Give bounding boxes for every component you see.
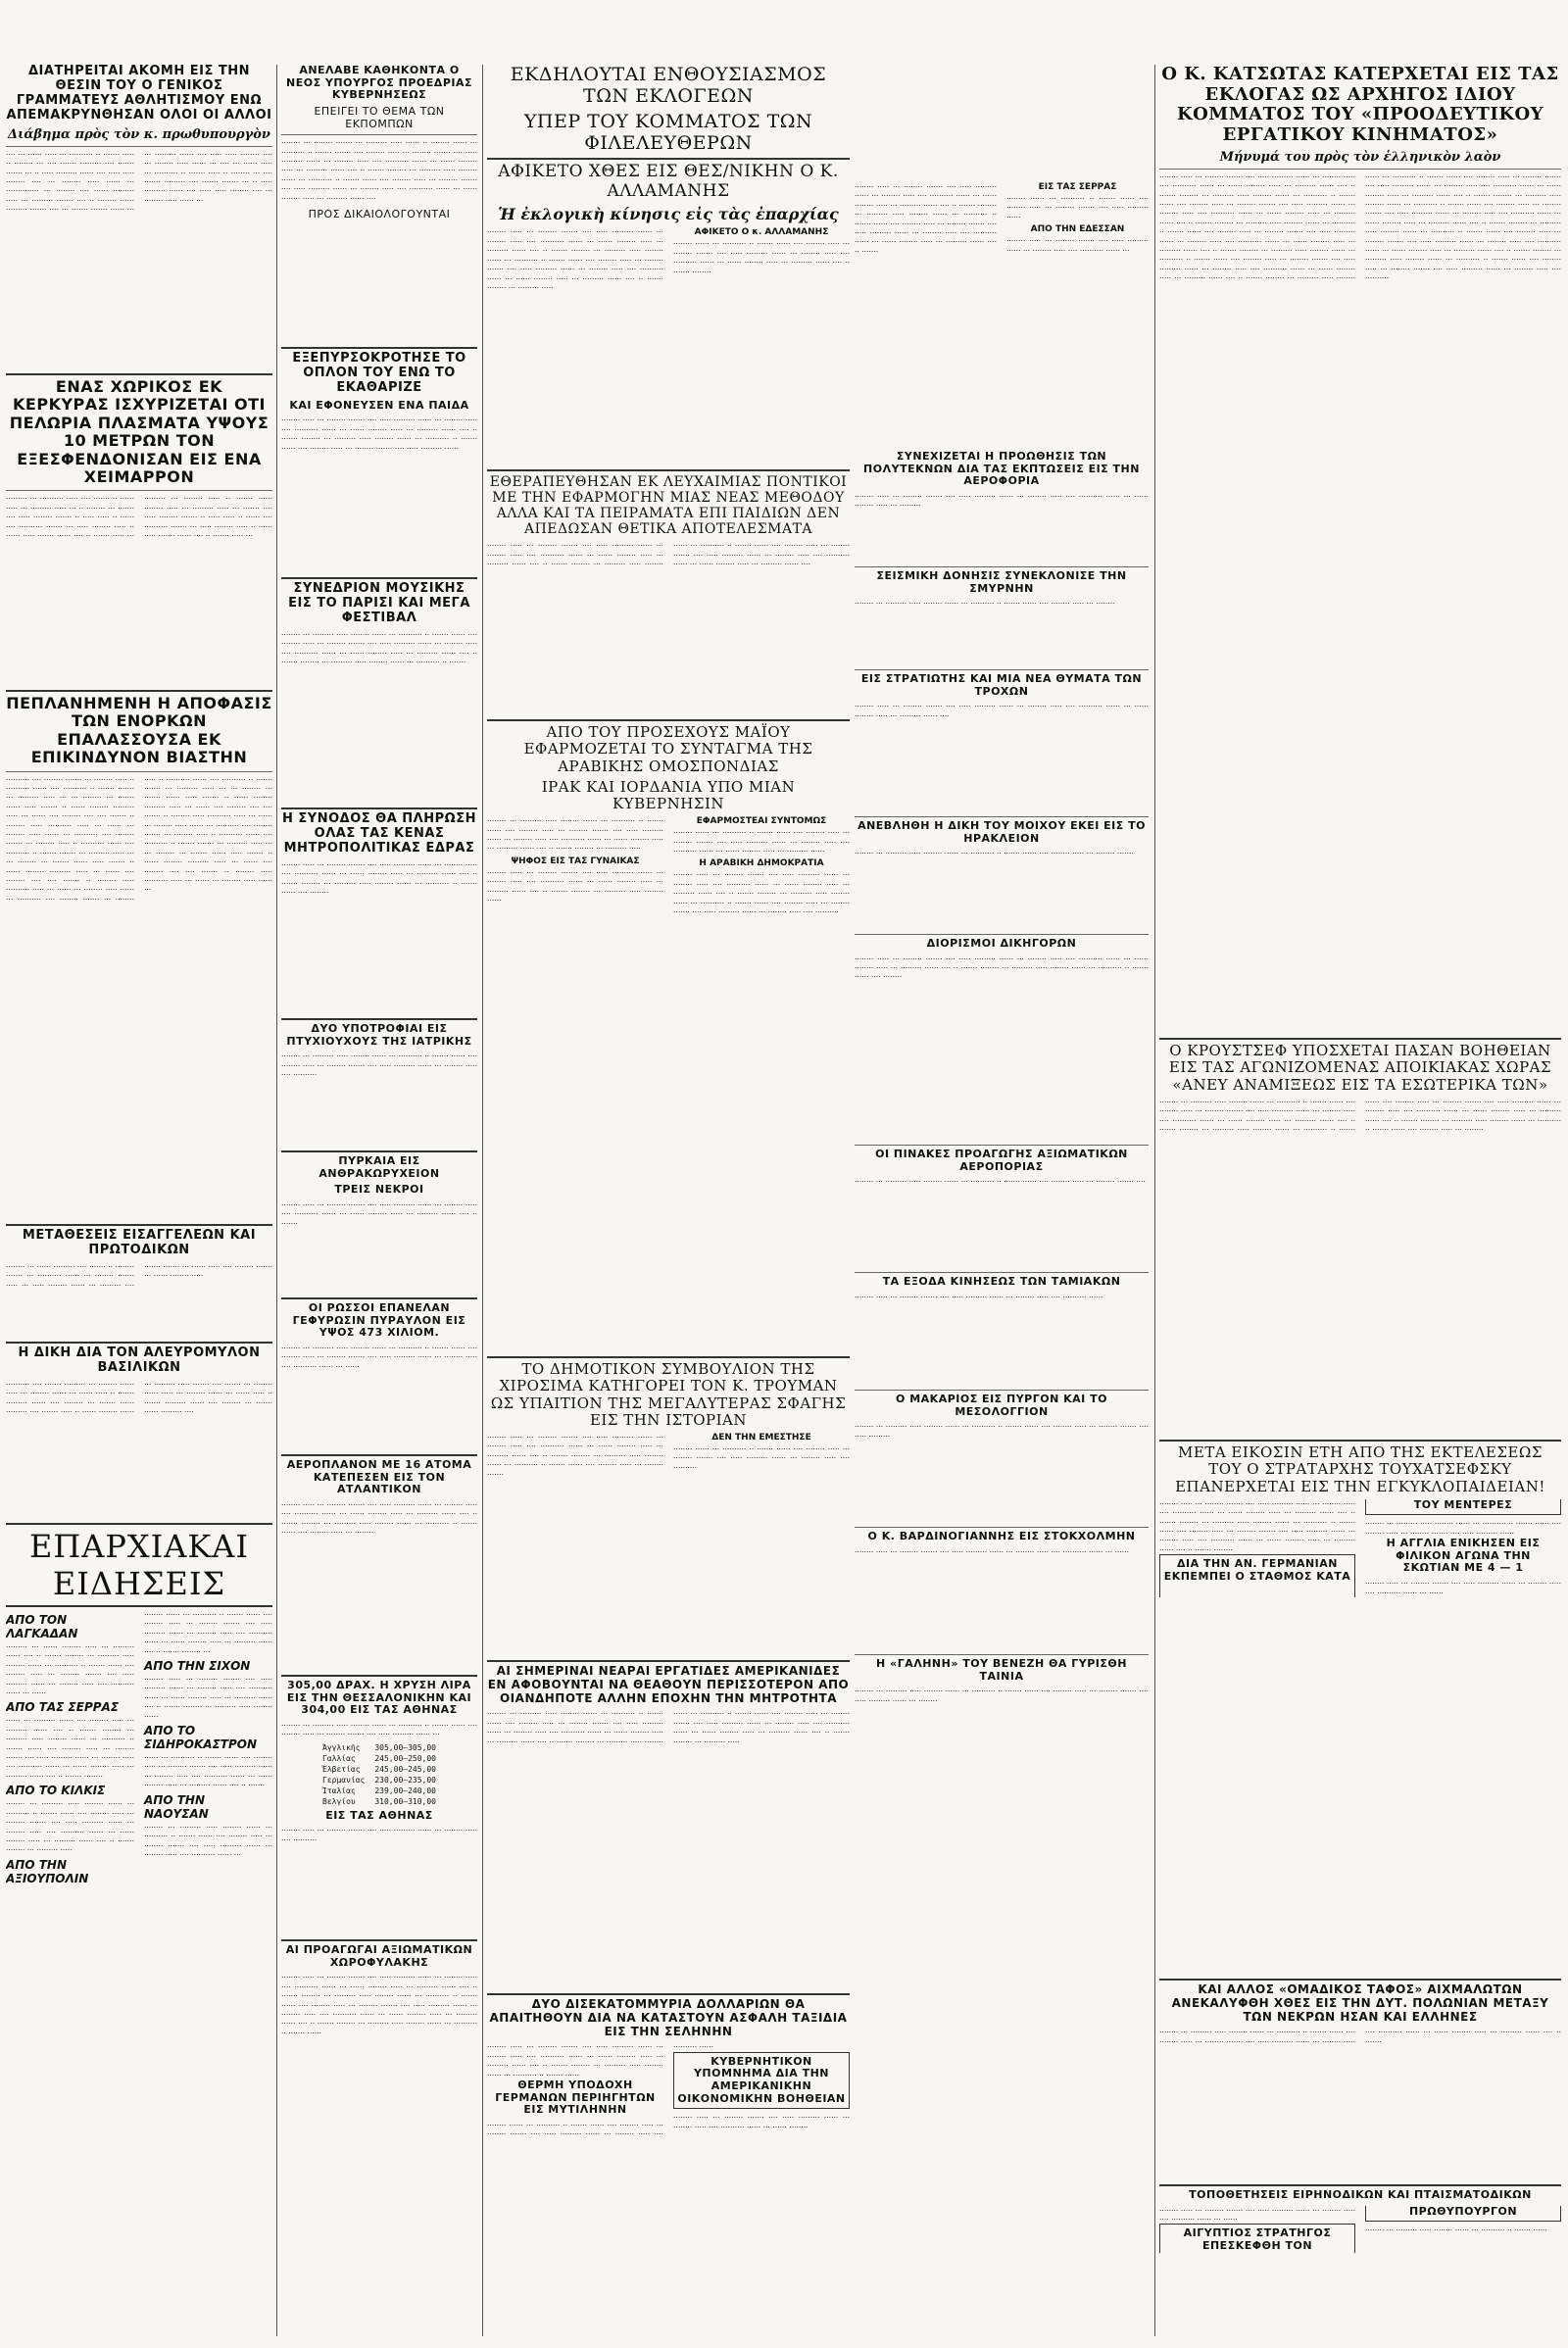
article-lawyers: ΔΙΟΡΙΣΜΟΙ ΔΙΚΗΓΟΡΩΝ ········ ····· ··· ········ ······· ···· ····· ········· ······ ··· ········ ····· ···· ·········· ······ ··· ······ ········ ····· ··· ········· ······ ···· ·· ······· ········ ··· ········· ····· ········ ······ ··· ·········· ·· ······· ······ ···· ········ bbox=[855, 931, 1149, 1132]
article-leukemia bbox=[487, 466, 850, 707]
subsection-title: ΑΠΟ ΤΗΝ ΑΞΙΟΥΠΟΛΙΝ bbox=[6, 1857, 89, 1885]
divider bbox=[855, 1654, 1149, 1655]
article-body: ········· ··· ·········· ····· ···· ······· ·· ······ ····· ··· ········· ····· ··· ·· ········ ··· ······· ···· ····· ········ ······· ·· ····· ····· ·· ······ ···· ·········· ······· ··· ····· ········ ····· ·· ······ ····· ······· ······ ···· ·· ······· ····· ··· ········· ··· ········ ····· ·· ······· ······ ········ ····· ··· ········· ····· ··· ······· ···· ····· ········ ······· ·· ····· ····· ·· ······ ···· ·········· ······· ··· ····· ········ ····· ·· ······ ····· ······· ······ ···· ·· ······· ····· ··· bbox=[6, 494, 272, 540]
headline: ΑΝΕΒΛΗΘΗ Η ΔΙΚΗ ΤΟΥ ΜΟΙΧΟΥ ΕΚΕΙ ΕΙΣ ΤΟ ΗΡΑΚΛΕΙΟΝ bbox=[858, 819, 1146, 845]
divider bbox=[6, 690, 272, 692]
subsection-title: ΑΠΟ ΤΗΝ ΝΑΟΥΣΑΝ bbox=[144, 1792, 209, 1821]
headline: ΑΙ ΠΡΟΑΓΩΓΑΙ ΑΞΙΩΜΑΤΙΚΩΝ ΧΩΡΟΦΥΛΑΚΗΣ bbox=[285, 1943, 473, 1969]
section-provincial-news bbox=[6, 1520, 272, 2336]
headline: ΟΙ ΡΩΣΣΟΙ ΕΠΑΝΕΛΑΝ ΓΕΦΥΡΩΣΙΝ ΠΥΡΑΥΛΟΝ ΕΙΣ ΥΨΟΣ 473 ΧΙΛΙΟΜ. bbox=[292, 1301, 466, 1340]
divider bbox=[855, 1527, 1149, 1528]
rate-cell: Ἰταλίας bbox=[322, 1785, 356, 1795]
article-tukhachevsky bbox=[1159, 1437, 1561, 1966]
subheadline: ΤΡΕΙΣ ΝΕΚΡΟΙ bbox=[334, 1183, 424, 1197]
column-5 bbox=[1159, 65, 1561, 2336]
divider bbox=[855, 816, 1149, 817]
divider bbox=[855, 934, 1149, 935]
rate-cell: 305,00—305,00 bbox=[374, 1742, 436, 1752]
divider bbox=[6, 1224, 272, 1226]
article-judges bbox=[1159, 2181, 1561, 2336]
article-body: ········ ··· ········· ····· ········ ······ ··· ·········· ·· ······· ······ ···· ········ ····· ··· ········ ······· ···· ····· ········· ······ ··· ········ ····· ···· ·········· ······ ··· ······ ········ ····· ··· ········· ······ ···· ·· ······· bbox=[1159, 2028, 1561, 2046]
article-american-workers bbox=[487, 1657, 850, 1981]
subsection-title: ΕΙΣ ΤΑΣ ΣΕΡΡΑΣ bbox=[1038, 182, 1117, 192]
headline: ΕΚΔΗΛΟΥΤΑΙ ΕΝΘΟΥΣΙΑΣΜΟΣ ΤΩΝ ΕΚΛΟΓΕΩΝ bbox=[510, 65, 827, 107]
article-scholarships: ΔΥΟ ΥΠΟΤΡΟΦΙΑΙ ΕΙΣ ΠΤΥΧΙΟΥΧΟΥΣ ΤΗΣ ΙΑΤΡΙΚΗΣ ········ ··· ········· ····· ········ ······ ··· ·········· ·· ······· ······ ···· ········ ····· ··· ········ ······· ···· ····· ········· ······ ··· ········ ····· ···· ·········· bbox=[281, 1015, 477, 1138]
divider bbox=[855, 1272, 1149, 1273]
headline: ΑΝΕΛΑΒΕ ΚΑΘΗΚΟΝΤΑ Ο ΝΕΟΣ ΥΠΟΥΡΓΟΣ ΠΡΟΕΔΡΙΑΣ ΚΥΒΕΡΝΗΣΕΩΣ bbox=[286, 65, 472, 102]
headline: ΔΙΑΤΗΡΕΙΤΑΙ ΑΚΟΜΗ ΕΙΣ ΤΗΝ ΘΕΣΙΝ ΤΟΥ Ο ΓΕΝΙΚΟΣ ΓΡΑΜΜΑΤΕΥΣ ΑΘΛΗΤΙΣΜΟΥ ΕΝΩ ΑΠΕΜΑΚΡΥΝΘΗΣΑΝ ΟΛΟΙ ΟΙ ΑΛΛΟΙ bbox=[6, 65, 272, 122]
rate-row bbox=[318, 1754, 440, 1763]
article-mass-grave bbox=[1159, 1976, 1561, 2172]
article-new-minister: ΑΝΕΛΑΒΕ ΚΑΘΗΚΟΝΤΑ Ο ΝΕΟΣ ΥΠΟΥΡΓΟΣ ΠΡΟΕΔΡΙΑΣ ΚΥΒΕΡΝΗΣΕΩΣ ΕΠΕΙΓΕΙ ΤΟ ΘΕΜΑ ΤΩΝ ΕΚΠΟΜΠΩΝ ········ ··· ········ ······· ··· ········· ····· ······ ·· ········ ······ ··· ·········· ·· ······· ······· ···· ········ ····· ··· ········ ······· ···· ····· ········· ······ ··· ········ ····· ···· ·········· ······ ··· ······ ········ ····· ··· ········· ······ ···· ·· ······· ········ ··· ········· ····· ········ ······ ··· ·········· ·· ······· ······ ···· ········ ····· ··· ········ ······· ···· ····· ········· ······ ··· ········ ····· ···· ·········· ······ ··· ······ ········ ····· ··· ········· ······ ···· ΠΡΟΣ ΔΙΚΑΙΟΛΟΓΟΥΝΤΑΙ bbox=[281, 65, 477, 221]
divider bbox=[6, 490, 272, 491]
column-4 bbox=[855, 451, 1149, 2336]
headline: ΔΙΟΡΙΣΜΟΙ ΔΙΚΗΓΟΡΩΝ bbox=[926, 937, 1077, 950]
article-body: ·········· ···· ········ ······· ··· ········ ····· ·· ·········· ······ ···· ·········· ·· ······· ······· ··· ········· ····· ··· ··· ········ ··· ······· ······ ····· ······· ·· ······ ········ ········· ····· ··· ······ ···· ········ ···· ···· ······· ·· ········ ····· ·········· ····· ··· ······ ··· ········ ····· ······ ··· ·········· ···· ········ ······· ··· ········ ····· ·· ·········· ······ ···· ·········· ·· ······· ······· ··· ········· ····· ··· ··· ········ ··· ······· ······ ····· ······· ·· ······ ········ ········· ····· ··· ······ ···· ········ ···· ···· ······· ·· ········ ····· ·········· ····· ··· ······ ··· ········ ····· ······ ··· ·········· ···· ········ ······· ··· ········ ····· ·· ·········· ······ ···· ·········· ·· ······· ······· ··· ········· ····· ··· ··· ········ ··· ······· ······ ····· ······· ·· ······ ········ ········· ····· ··· ······ ···· ········ ···· ···· ······· ·· ········ ····· ·········· ····· ··· ······ ··· ········ ····· ······ ··· ·········· ···· ········ ······· ··· ········ ····· ·· ·········· ······ ···· ·········· ·· ······· ······· ··· ········· ····· ··· ··· ········ ··· ······· ······ ····· ······· ·· ······ ········ ········· ····· ··· ······ ···· ········ ···· ···· ······· ·· ········ ····· ·········· ····· ··· ······ ··· ········ ····· ······ ··· bbox=[6, 774, 272, 904]
divider bbox=[487, 469, 850, 471]
rate-cell: 230,00—235,00 bbox=[374, 1775, 436, 1785]
headline: ΠΥΡΚΑΙΑ ΕΙΣ ΑΝΘΡΑΚΩΡΥΧΕΙΟΝ bbox=[318, 1154, 440, 1180]
rate-row bbox=[318, 1743, 440, 1752]
column-4-top bbox=[855, 65, 1149, 447]
subsection-title: ΔΕΝ ΤΗΝ ΕΜΕΣΤΗΣΕ bbox=[711, 1433, 811, 1443]
divider bbox=[487, 1356, 850, 1358]
subheadline: ΚΑΙ ΕΦΟΝΕΥΣΕΝ ΕΝΑ ΠΑΙΔΑ bbox=[289, 398, 469, 412]
article-large-families: ΣΥΝΕΧΙΖΕΤΑΙ Η ΠΡΟΩΘΗΣΙΣ ΤΩΝ ΠΟΛΥΤΕΚΝΩΝ ΔΙΑ ΤΑΣ ΕΚΠΤΩΣΕΙΣ ΕΙΣ ΤΗΝ ΑΕΡΟΦΟΡΙΑ ········ ····· ··· ········ ······· ···· ····· ········· ······ ··· ········ ····· ···· ·········· ······ ··· ······ ········ ····· ··· ········· bbox=[855, 451, 1149, 511]
article-gold-pound: 305,00 ΔΡΑΧ. Η ΧΡΥΣΗ ΛΙΡΑ ΕΙΣ ΤΗΝ ΘΕΣΣΑΛΟΝΙΚΗΝ ΚΑΙ 304,00 ΕΙΣ ΤΑΣ ΑΘΗΝΑΣ ········ ··· ········· ····· ········ ······ ··· ·········· ·· ······· ······ ···· ········ ····· ··· ········ ······· ···· ····· ········· ······ ··· Ἀγγλικῆς 305,00—305,00 Γαλλίας 245,00—250,00 Ἑλβετίας 245,00—245,00 Γερμανίας 230,00—235,00 Ἰταλίας 239,00—240,00 Βελγίου 310,00—310,00 ΕΙΣ ΤΑΣ ΑΘΗΝΑΣ ········ ····· ··· ········ ······· ···· ····· ········· ······ ··· ········ ····· ···· ·········· bbox=[281, 1672, 477, 1927]
subheadline: ΕΠΕΙΓΕΙ ΤΟ ΘΕΜΑ ΤΩΝ ΕΚΠΟΜΠΩΝ bbox=[314, 104, 445, 130]
column-rule bbox=[482, 65, 483, 2336]
subheadline: ΕΙΣ ΤΑΣ ΑΘΗΝΑΣ bbox=[325, 1808, 433, 1822]
article-katsotas bbox=[1159, 65, 1561, 1025]
divider bbox=[855, 566, 1149, 567]
headline: ΥΠΕΡ ΤΟΥ ΚΟΜΜΑΤΟΣ ΤΩΝ ΦΙΛΕΛΕΥΘΕΡΩΝ bbox=[523, 110, 813, 154]
subsection-title: Η ΑΡΑΒΙΚΗ ΔΗΜΟΚΡΑΤΙΑ bbox=[699, 858, 824, 869]
divider bbox=[6, 1342, 272, 1344]
subheadline: Διάβημα πρὸς τὸν κ. πρωθυπουργὸν bbox=[8, 126, 270, 142]
rate-cell: Γερμανίας bbox=[322, 1775, 366, 1785]
headline: ΣΥΝΕΧΙΖΕΤΑΙ Η ΠΡΟΩΘΗΣΙΣ ΤΩΝ ΠΟΛΥΤΕΚΝΩΝ ΔΙΑ ΤΑΣ ΕΚΠΤΩΣΕΙΣ ΕΙΣ ΤΗΝ ΑΕΡΟΦΟΡΙΑ bbox=[863, 451, 1140, 488]
article-airforce: ΟΙ ΠΙΝΑΚΕΣ ΠΡΟΑΓΩΓΗΣ ΑΞΙΩΜΑΤΙΚΩΝ ΑΕΡΟΠΟΡΙΑΣ ········ ··· ········· ····· ········ ······ ··· ·········· ·· ······· ······ ···· ········ ····· ··· ········ ······· ···· bbox=[855, 1142, 1149, 1259]
headline: Η ΑΓΓΛΙΑ ΕΝΙΚΗΣΕΝ ΕΙΣ ΦΙΛΙΚΟΝ ΑΓΩΝΑ ΤΗΝ ΣΚΩΤΙΑΝ ΜΕ 4 — 1 bbox=[1386, 1537, 1541, 1575]
subsection-title: ΑΠΟ ΤΟ ΚΙΛΚΙΣ bbox=[6, 1784, 106, 1798]
divider bbox=[1159, 1038, 1561, 1040]
article-hiroshima bbox=[487, 1353, 850, 1647]
headline: ΚΥΒΕΡΝΗΤΙΚΟΝ ΥΠΟΜΝΗΜΑ ΔΙΑ ΤΗΝ ΑΜΕΡΙΚΑΝΙΚΗΝ ΟΙΚΟΝΟΜΙΚΗΝ ΒΟΗΘΕΙΑΝ bbox=[673, 2052, 850, 2110]
article-khrushchev bbox=[1159, 1035, 1561, 1427]
rate-row bbox=[318, 1797, 440, 1806]
article-body: ···· ··· ······ ····· ··· ·········· ·· ······· ····· ·· ········ ··· ···· ······· ········· ···· ······· ······· ··· ·· ····· ········· ······ ···· ····· ····· ········ ···· ··· ········ ····· ······ ··· ·············· ··· ········ ···· ······ ········· ····· ··· ········· ······· ···· ·· ········ ······ ········· ······· ···· ··· ······· ······· ······ ··· ··· ········· ······ ···· ····· ····· ········ ···· ··· ········ ····· ······ ··· ···· ··· ······ ····· ··· ·········· ·· ······· ····· ·· ········ ··· ···· ······· ········· ···· ······· ······· ··· ·· ····· ········· ······ ···· ····· ····· ········ ···· ··· ········ ····· ······ ··· bbox=[6, 149, 272, 215]
article-soviet-rocket: ΟΙ ΡΩΣΣΟΙ ΕΠΑΝΕΛΑΝ ΓΕΦΥΡΩΣΙΝ ΠΥΡΑΥΛΟΝ ΕΙΣ ΥΨΟΣ 473 ΧΙΛΙΟΜ. ········ ··· ········· ····· ········ ······ ··· ·········· ·· ······· ······ ···· ········ ····· ··· ········ ······· ···· ····· ········· ······ ··· ········ ····· ···· ·········· ······ ··· ······ bbox=[281, 1295, 477, 1442]
column-1 bbox=[6, 65, 272, 2336]
headline: Ο Κ. ΚΑΤΣΩΤΑΣ ΚΑΤΕΡΧΕΤΑΙ ΕΙΣ ΤΑΣ ΕΚΛΟΓΑΣ ΩΣ ΑΡΧΗΓΟΣ ΙΔΙΟΥ ΚΟΜΜΑΤΟΣ ΤΟΥ «ΠΡΟΟΔΕΥΤΙΚΟΥ ΕΡΓΑΤΙΚΟΥ ΚΙΝΗΜΑΤΟΣ» bbox=[1161, 65, 1559, 146]
divider bbox=[487, 1993, 850, 1995]
article-body: ········ ····· ··· ········ ······· ···· ····· ········· ······ ··· ········ ····· ···· ·········· ······ ··· ······ ········ ····· ··· ········· ······ ···· ·· ······· ········ ··· ········· ····· ········ ······ ··· ·········· ·· ······· ······ ···· ········ ····· ··· ········ ······· ···· ····· ········· ······ ··· ········ ····· ···· ·········· ······ ··· ······ ········ ····· ··· ········· ······ ···· ·· ······· ········ ··· ········· ····· ········ ······ ··· ·········· ·· ······· ······ ···· ········ ····· ··· ········ ······· ···· ····· ········· ······ ··· ········ ····· ···· ·········· ······ ··· ······ ········ ····· ··· ········· ······ ···· ·· ······· ········ ··· ········· ····· ········ ······ ··· ·········· ·· ······· ······ ···· ········ ····· ··· ········ ······· ···· ····· ········· ······ ··· ········ ····· ···· ·········· ······ ··· ······ ········ ····· ··· ········· ······ ···· ·· ······· ········ ··· ········· ····· ········ ······ ··· ·········· ·· ······· ······ ···· ········ ····· ··· ········ ······· ···· ····· ········· ······ ··· ········ ····· ···· ·········· ······ ··· ······ ········ ····· ··· ········· ······ ···· ·· ······· ········ ··· ········· ····· ········ ······ ··· ·········· ·· ······· ······ ···· ········ ····· ··· ········ ······· ···· ····· ········· ······ ··· ········ ····· ···· ·········· ······ ··· ······ ········ ····· ··· ········· ······ ···· ·· ······· ········ ··· ········· ····· ········ ······ ··· ·········· ·· ······· ······ ···· ········ ····· ··· ········ ······· ···· ····· ········· ······ ··· ········ ····· ···· ·········· ······ ··· ······ ········ ····· ··· ········· ······ ···· ·· ······· ········ ··· ········· ····· ········ ······ ··· ·········· ·· ······· ······ ···· ········ ····· ··· ········ ······· ···· ····· ········· ······ ··· ········ ····· ···· ·········· bbox=[1159, 171, 1561, 283]
article-arab-federation bbox=[487, 716, 850, 1344]
rate-cell: 239,00—240,00 bbox=[374, 1785, 436, 1795]
article-body: ········ ····· ··· ········ ······· ···· ····· ········· ······ ··· ········ ····· ···· ·········· ······ ··· ······ ········ ····· ··· ········· ······ ···· ·· ······· ········ ··· ········· ····· ········ ······ ··· ·········· ·· ······· ······ ···· ········ ····· ··· ········ ······· ···· ····· ········· ······ ··· ········ ····· ···· ·········· ······ ··· ······ ········ ····· ··· ········· ······ ···· ·· ······· ········ ··· ········· ····· ΑΦΙΚΕΤΟ Ο κ. ΑΛΛΑΜΑΝΗΣ ········ ······ ··· ·········· ·· ······· ······ ···· ········ ····· ··· ········ ······· ···· ····· ········· ······ ··· ········ ····· ···· ·········· ······ ··· ······ ········ ····· ··· ········· ······ ···· ·· ······· ········ bbox=[487, 227, 850, 292]
divider bbox=[487, 158, 850, 160]
rate-cell: Γαλλίας bbox=[322, 1753, 356, 1763]
divider bbox=[281, 1150, 477, 1152]
divider bbox=[1159, 1440, 1561, 1442]
column-2 bbox=[281, 65, 477, 2336]
article-makarios: Ο ΜΑΚΑΡΙΟΣ ΕΙΣ ΠΥΡΓΟΝ ΚΑΙ ΤΟ ΜΕΣΟΛΟΓΓΙΟΝ ········ ··· ········· ····· ········ ······ ··· ·········· ·· ······· ······ ···· ········ ····· ··· ········ ······· ···· ····· ········· bbox=[855, 1387, 1149, 1514]
rate-cell: 245,00—245,00 bbox=[374, 1764, 436, 1774]
article-treasury: ΤΑ ΕΞΟΔΑ ΚΙΝΗΣΕΩΣ ΤΩΝ ΤΑΜΙΑΚΩΝ ········ ····· ··· ········ ······· ···· ····· ········· ······ ··· ········ ····· ···· ·········· ······ bbox=[855, 1269, 1149, 1377]
column-3 bbox=[487, 65, 850, 2336]
rate-cell: Ἀγγλικῆς bbox=[322, 1742, 361, 1752]
article-body: ········ ····· ··· ········ ······· ···· ····· ········· ······ ··· ········ ····· ···· ·········· ······ ··· ······ ········ ····· ··· ········· ······ ···· ·· ······· ········ ··· ········· ····· ········ ······ ··· ·········· ·· ······· ······ ···· ········ ····· ··· ········ ······· ΔΕΝ ΤΗΝ ΕΜΕΣΤΗΣΕ ········ ······ ··· ·········· ·· ······· ······ ···· ········ ····· ··· ········ ······· ···· ····· ········· ······ ··· ········ ····· ···· ·········· bbox=[487, 1433, 850, 1479]
rate-row bbox=[318, 1765, 440, 1774]
rate-cell: 310,00—310,00 bbox=[374, 1796, 436, 1806]
article-jurors bbox=[6, 687, 272, 1211]
divider bbox=[487, 719, 850, 721]
article-mill bbox=[6, 1339, 272, 1510]
column-rule bbox=[1154, 65, 1155, 2336]
article-traffic: ΕΙΣ ΣΤΡΑΤΙΩΤΗΣ ΚΑΙ ΜΙΑ ΝΕΑ ΘΥΜΑΤΑ ΤΩΝ ΤΡΟΧΩΝ ········ ····· ··· ········ ······· ···· ····· ········· ······ ··· ········ ····· ···· ·········· ······ ··· ······ ········ ····· ··· ········· ······ ···· bbox=[855, 666, 1149, 804]
article-body: ········ ··· ········· ····· ········ ······ ··· ·········· ·· ······· ······ ···· ········ ····· ··· ········ ······· ···· ····· ········· ······ ··· ········ ····· ···· ·········· ······ ··· ······ ········ ····· ··· ········· ······ ···· ·· ······· ········ ··· ········· ····· ········ ······ ··· ·········· ·· ······· ······ ···· ········ ····· ··· ········ ······· ···· ····· ········· ······ ··· ········ ····· ···· ·········· ······ ··· ······ ········ ····· ··· ········· ······ ···· ·· ······· ········ ··· ········· ····· bbox=[487, 1709, 850, 1746]
article-mine-fire: ΠΥΡΚΑΙΑ ΕΙΣ ΑΝΘΡΑΚΩΡΥΧΕΙΟΝ ΤΡΕΙΣ ΝΕΚΡΟΙ ········ ····· ··· ········ ······· ···· ····· ········· ······ ··· ········ ····· ···· ·········· ······ ··· ······ ········ ····· ··· ········· ······ ···· ·· ······· bbox=[281, 1148, 477, 1285]
subsection-title: ΑΠΟ ΤΑΣ ΣΕΡΡΑΣ bbox=[6, 1700, 120, 1715]
headline: ΔΥΟ ΔΙΣΕΚΑΤΟΜΜΥΡΙΑ ΔΟΛΛΑΡΙΩΝ ΘΑ ΑΠΑΙΤΗΘΟΥΝ ΔΙΑ ΝΑ ΚΑΤΑΣΤΟΥΝ ΑΣΦΑΛΗ ΤΑΞΙΔΙΑ ΕΙΣ ΤΗΝ ΣΕΛΗΝΗΝ bbox=[489, 1997, 848, 2038]
rate-row bbox=[318, 1776, 440, 1785]
headline: ΣΕΙΣΜΙΚΗ ΔΟΝΗΣΙΣ ΣΥΝΕΚΛΟΝΙΣΕ ΤΗΝ ΣΜΥΡΝΗΝ bbox=[876, 569, 1127, 595]
article-body: ········ ··· ········· ····· ········ ······ ··· ·········· ·· ······· ······ ···· ········ ····· ··· ········ ······· ···· ····· ········· ······ ··· ········ ····· ···· ·········· ······ ··· ······ ········ ····· ··· ········· ······ ···· ·· ······· ········ ··· ········· ····· ΨΗΦΟΣ ΕΙΣ ΤΑΣ ΓΥΝΑΙΚΑΣ ········ ····· ··· ········ ······· ···· ····· ········· ······ ··· ········ ····· ···· ·········· ······ ··· ······ ········ ····· ··· ········· ······ ···· ·· ······· ········ ··· ········· ····· ········ ······ ΕΦΑΡΜΟΣΤΕΑΙ ΣΥΝΤΟΜΩΣ ········ ······ ··· ·········· ·· ······· ······ ···· ········ ····· ··· ········ ······· ···· ····· ········· ······ ··· ········ ····· ···· ·········· ······ ··· ······ ········ ····· ··· ········· ······ Η ΑΡΑΒΙΚΗ ΔΗΜΟΚΡΑΤΙΑ ········ ····· ··· ········ ······· ···· ····· ········· ······ ··· ········ ····· ···· ·········· ······ ··· ······ ········ ····· ··· ········· ······ ···· ·· ······· ········ ··· ········· ····· ········ ······ ··· ·········· ·· ······· ······ ···· ········ ····· ··· ········ ······· ···· ····· ········· ······ ··· ········ ····· ···· ·········· bbox=[487, 816, 850, 917]
headline: ΑΦΙΚΕΤΟ ΧΘΕΣ ΕΙΣ ΘΕΣ/ΝΙΚΗΝ Ο Κ. ΑΛΛΑΜΑΝΗΣ bbox=[498, 162, 839, 201]
subsection-title: ΨΗΦΟΣ ΕΙΣ ΤΑΣ ΓΥΝΑΙΚΑΣ bbox=[511, 856, 640, 866]
headline: ΤΟΠΟΘΕΤΗΣΕΙΣ ΕΙΡΗΝΟΔΙΚΩΝ ΚΑΙ ΠΤΑΙΣΜΑΤΟΔΙΚΩΝ bbox=[1189, 2188, 1532, 2201]
article-body: ·········· ···· ······· ········· ··· ········ ······ ····· ··· ········ ······ ··· ······ ····· ·· ······· ········· ······ ···· ········ ··· ······· ······ ········· ···· ······· ····· ·· ······ ········ ······ ··· ········· ····· ······· ···· ······· ··· ········ ······ ····· ··· ········ ······ ··· ······ ····· ·· ······· ········· ······ ···· ········ ··· ······· ······ ········· ···· bbox=[6, 1379, 272, 1417]
headline: ΜΕΤΑΘΕΣΕΙΣ ΕΙΣΑΓΓΕΛΕΩΝ ΚΑΙ ΠΡΩΤΟΔΙΚΩΝ bbox=[22, 1228, 257, 1257]
subheadline: Ἡ ἐκλογικὴ κίνησις εἰς τὰς ἐπαρχίας bbox=[498, 205, 839, 224]
headline: ΠΕΠΛΑΝΗΜΕΝΗ Η ΑΠΟΦΑΣΙΣ ΤΩΝ ΕΝΟΡΚΩΝ ΕΠΑΛΑΣΣΟΥΣΑ ΕΚ ΕΠΙΚΙΝΔΥΝΟΝ ΒΙΑΣΤΗΝ bbox=[6, 694, 272, 767]
article-body: ········ ····· ··· ········ ······· ···· ····· ········· ······ ··· ········ ····· ···· ·········· ······ ··· ······ ΑΙΓΥΠΤΙΟΣ ΣΤΡΑΤΗΓΟΣ ΕΠΕΣΚΕΦΘΗ ΤΟΝ ΠΡΩΘΥΠΟΥΡΓΟΝ ········ ··· ········· ····· ········ ······ ··· ·········· ·· ······· ······ bbox=[1159, 2206, 1561, 2328]
article-music-congress: ΣΥΝΕΔΡΙΟΝ ΜΟΥΣΙΚΗΣ ΕΙΣ ΤΟ ΠΑΡΙΣΙ ΚΑΙ ΜΕΓΑ ΦΕΣΤΙΒΑΛ ········ ··· ········· ····· ········ ······ ··· ·········· ·· ······· ······ ···· ········ ····· ··· ········ ······· ···· ····· ········· ······ ··· ········ ····· ···· ·········· ······ ··· ······ ········ ····· ··· ········· ······ ···· ·· ······· ········ ··· ········· ····· ········ ······ ··· ·········· ·· ······· bbox=[281, 574, 477, 795]
article-stockholm: Ο Κ. ΒΑΡΔΙΝΟΓΙΑΝΝΗΣ ΕΙΣ ΣΤΟΚΧΟΛΜΗΝ ········ ····· ··· ········ ······· ···· ····· ········· ······ ··· ········ ····· ···· ·········· ······ ··· ······ bbox=[855, 1524, 1149, 1641]
divider bbox=[6, 146, 272, 147]
article-plane-crash: ΑΕΡΟΠΛΑΝΟΝ ΜΕ 16 ΑΤΟΜΑ ΚΑΤΕΠΕΣΕΝ ΕΙΣ ΤΟΝ ΑΤΛΑΝΤΙΚΟΝ ········ ····· ··· ········ ······· ···· ····· ········· ······ ··· ········ ····· ···· ·········· ······ ··· ······ ········ ····· ··· ········· ······ ···· ·· ······· ········ ··· ········· ····· ········ ······ ··· ·········· ·· ······· ······ ···· ········ ····· ··· ········ bbox=[281, 1451, 477, 1662]
headline: ΔΥΟ ΥΠΟΤΡΟΦΙΑΙ ΕΙΣ ΠΤΥΧΙΟΥΧΟΥΣ ΤΗΣ ΙΑΤΡΙΚΗΣ bbox=[286, 1022, 472, 1048]
article-trial-postponed: ΑΝΕΒΛΗΘΗ Η ΔΙΚΗ ΤΟΥ ΜΟΙΧΟΥ ΕΚΕΙ ΕΙΣ ΤΟ ΗΡΑΚΛΕΙΟΝ ········ ··· ········· ····· ········ ······ ··· ·········· ·· ······· ······ ···· ········ ····· ··· ········ ······· bbox=[855, 813, 1149, 921]
divider bbox=[6, 1605, 272, 1607]
section-title: ΕΠΑΡΧΙΑΚΑΙ ΕΙΔΗΣΕΙΣ bbox=[28, 1528, 250, 1602]
divider bbox=[1159, 169, 1561, 170]
rate-row bbox=[318, 1786, 440, 1795]
article-earthquake: ΣΕΙΣΜΙΚΗ ΔΟΝΗΣΙΣ ΣΥΝΕΚΛΟΝΙΣΕ ΤΗΝ ΣΜΥΡΝΗΝ ········ ··· ········· ····· ········ ······ ··· ·········· ·· ······· ······ ···· ········ ····· ··· ········ bbox=[855, 563, 1149, 657]
divider bbox=[1159, 1979, 1561, 1981]
divider bbox=[6, 1523, 272, 1525]
headline: ΤΑ ΕΞΟΔΑ ΚΙΝΗΣΕΩΣ ΤΩΝ ΤΑΜΙΑΚΩΝ bbox=[882, 1275, 1121, 1288]
headline: Ο Κ. ΒΑΡΔΙΝΟΓΙΑΝΝΗΣ ΕΙΣ ΣΤΟΚΧΟΛΜΗΝ bbox=[867, 1530, 1136, 1542]
headline: ΣΥΝΕΔΡΙΟΝ ΜΟΥΣΙΚΗΣ ΕΙΣ ΤΟ ΠΑΡΙΣΙ ΚΑΙ ΜΕΓΑ ΦΕΣΤΙΒΑΛ bbox=[288, 581, 470, 625]
article-body: ········ ····· ··· ········ ······· ···· ····· ········· ······ ··· ········ ····· ···· ·········· ······ ··· ······ ········ ····· ··· ········· ······ ···· ·· ······· ········ ··· ········· ····· ········ ······ ··· ·········· ·· ······· ······ ···· ········ ····· ··· ········ ······· ···· ····· ········· ······ ··· ········ ····· ···· ·········· ······ ··· ······ ········ ····· ··· ········· ······ ···· ·· ······· ΕΙΣ ΤΑΣ ΣΕΡΡΑΣ ········ ······ ··· ·········· ·· ······· ······ ···· ········ ····· ··· ········ ······· ···· ····· ········· ······ ΑΠΟ ΤΗΝ ΕΔΕΣΣΑΝ ········ ····· ··· ········ ······· ···· ····· ········· ······ ··· ········ ····· ···· ·········· ······ ··· bbox=[855, 182, 1149, 256]
headline: ΕΝΑΣ ΧΩΡΙΚΟΣ ΕΚ ΚΕΡΚΥΡΑΣ ΙΣΧΥΡΙΖΕΤΑΙ ΟΤΙ ΠΕΛΩΡΙΑ ΠΛΑΣΜΑΤΑ ΥΨΟΥΣ 10 ΜΕΤΡΩΝ ΤΟΝ ΕΞΕΣΦΕΝΔΟΝΙΣΑΝ ΕΙΣ ΕΝΑ ΧΕΙΜΑΡΡΟΝ bbox=[9, 377, 270, 486]
column-rule bbox=[276, 65, 277, 2336]
headline: ΑΕΡΟΠΛΑΝΟΝ ΜΕ 16 ΑΤΟΜΑ ΚΑΤΕΠΕΣΕΝ ΕΙΣ ΤΟΝ ΑΤΛΑΝΤΙΚΟΝ bbox=[286, 1458, 472, 1496]
headline: ΔΙΑ ΤΗΝ ΑΝ. ΓΕΡΜΑΝΙΑΝ ΕΚΠΕΜΠΕΙ Ο ΣΤΑΘΜΟΣ ΚΑΤΑ ΤΟΥ ΜΕΝΤΕΡΕΣ bbox=[1159, 1499, 1561, 1597]
headline: ΕΙΣ ΣΤΡΑΤΙΩΤΗΣ ΚΑΙ ΜΙΑ ΝΕΑ ΘΥΜΑΤΑ ΤΩΝ ΤΡΟΧΩΝ bbox=[860, 672, 1143, 698]
article-body: ········ ··· ······ ········· ···· ······· ·· ········ ······· ··· ·········· ······ ··· ········ ······· ····· ··· ····· ········ ······ ··· ········· ···· ······· ······· ··· ······ ····· ···· ········ ······· ··· ······ ········ ····· bbox=[6, 1261, 272, 1290]
subsection-title: ΑΦΙΚΕΤΟ Ο κ. ΑΛΛΑΜΑΝΗΣ bbox=[694, 227, 829, 238]
divider bbox=[6, 771, 272, 772]
article-gendarmerie-promotions: ΑΙ ΠΡΟΑΓΩΓΑΙ ΑΞΙΩΜΑΤΙΚΩΝ ΧΩΡΟΦΥΛΑΚΗΣ ········ ····· ··· ········ ······· ···· ····· ········· ······ ··· ········ ····· ···· ·········· ······ ··· ······ ········ ····· ··· ········· ······ ···· ·· ······· ········ ··· ········· ····· ········ ······ ··· ·········· ·· ······· ······ ···· ········ ····· ··· ········ ······· ···· ····· ········· ······ ··· ········ ····· ···· ·········· ······ ··· ······ ········ ····· ··· ········· ······ ···· ·· ······· ········ ··· ········· ····· ········ ······ ··· ·········· ·· ······· ······ bbox=[281, 1936, 477, 2336]
headline: ΕΞΕΠΥΡΣΟΚΡΟΤΗΣΕ ΤΟ ΟΠΛΟΝ ΤΟΥ ΕΝΩ ΤΟ ΕΚΑΘΑΡΙΖΕ bbox=[292, 351, 466, 395]
headline: Ο ΚΡΟΥΣΤΣΕΦ ΥΠΟΣΧΕΤΑΙ ΠΑΣΑΝ ΒΟΗΘΕΙΑΝ ΕΙΣ ΤΑΣ ΑΓΩΝΙΖΟΜΕΝΑΣ ΑΠΟΙΚΙΑΚΑΣ ΧΩΡΑΣ «ΑΝΕΥ ΑΝΑΜΙΞΕΩΣ ΕΙΣ ΤΑ ΕΣΩΤΕΡΙΚΑ ΤΩΝ» bbox=[1168, 1042, 1552, 1094]
subheadline: ΠΡΟΣ ΔΙΚΑΙΟΛΟΓΟΥΝΤΑΙ bbox=[308, 208, 451, 221]
article-kerkyra bbox=[6, 370, 272, 674]
divider bbox=[281, 347, 477, 349]
headline: ΕΘΕΡΑΠΕΥΘΗΣΑΝ ΕΚ ΛΕΥΧΑΙΜΙΑΣ ΠΟΝΤΙΚΟΙ ΜΕ ΤΗΝ ΕΦΑΡΜΟΓΗΝ ΜΙΑΣ ΝΕΑΣ ΜΕΘΟΔΟΥ ΑΛΛΑ ΚΑΙ ΤΑ ΠΕΙΡΑΜΑΤΑ ΕΠΙ ΠΑΙΔΙΩΝ ΔΕΝ ΑΠΕΔΩΣΑΝ ΘΕΤΙΚΑ ΑΠΟΤΕΛΕΣΜΑΤΑ bbox=[489, 474, 848, 538]
divider bbox=[281, 134, 477, 135]
currency-rates-table bbox=[317, 1741, 442, 1808]
subsection-title: ΕΦΑΡΜΟΣΤΕΑΙ ΣΥΝΤΟΜΩΣ bbox=[696, 816, 827, 827]
divider bbox=[487, 1660, 850, 1662]
article-galini-film: Η «ΓΑΛΗΝΗ» ΤΟΥ ΒΕΝΕΖΗ ΘΑ ΓΥΡΙΣΘΗ ΤΑΙΝΙΑ ········ ··· ········· ····· ········ ······ ··· ·········· ·· ······· ······ ···· ········ ····· ··· ········ ······· ···· ····· ········· ······ ··· ········ bbox=[855, 1651, 1149, 1793]
article-body: ········ ··· ········· ····· ········ ······ ··· ·········· ·· ······· ······ ···· ········ ····· ··· ········ ······· ···· ····· ········· ······ ··· ········ ····· ···· ·········· ······ ··· ······ ········ ····· ··· ········· ······ ···· ·· ······· ········ ··· ········· ····· ········ ······ ··· ·········· ·· ······· ······ ···· ········ ····· ··· ········ ······· ···· ····· ········· ······ ··· ········ ····· ···· ·········· ······ ··· ······ ········ ····· ··· ········· ······ ···· ·· ······· ········ ··· ········· ····· ········ ······ ··· ·········· ·· ······· ······ ···· ········ ····· ··· ········ bbox=[1159, 1097, 1561, 1134]
rate-cell: Βελγίου bbox=[322, 1796, 356, 1806]
article-body: ········ ····· ··· ········ ······· ···· ····· ········· ······ ··· ········ ····· ···· ·········· ······ ··· ······ ········ ····· ··· ········· ······ ···· ·· ······· ········ ··· ········· ····· ········ ······ ··· ·········· ·· ······· ······ ···· ········ ····· ··· ········ ······· ···· ····· ········· ······ ··· ········ ····· ···· ·········· ······ ··· ······ ········ ····· ··· ········· ······ ···· ·· ······· ········ ΔΙΑ ΤΗΝ ΑΝ. ΓΕΡΜΑΝΙΑΝ ΕΚΠΕΜΠΕΙ Ο ΣΤΑΘΜΟΣ ΚΑΤΑ ΤΟΥ ΜΕΝΤΕΡΕΣ ········ ··· ········· ····· ········ ······ ··· ·········· ·· ······· ······ ···· ········ ····· ··· ········ ······· ···· ····· ········· ······ Η ΑΓΓΛΙΑ ΕΝΙΚΗΣΕΝ ΕΙΣ ΦΙΛΙΚΟΝ ΑΓΩΝΑ ΤΗΝ ΣΚΩΤΙΑΝ ΜΕ 4 — 1 ········ ····· ··· ········ ······· ···· ····· ········· ······ ··· ········ ····· ···· ·········· ······ ··· ······ bbox=[1159, 1497, 1561, 1597]
headline: ΟΙ ΠΙΝΑΚΕΣ ΠΡΟΑΓΩΓΗΣ ΑΞΙΩΜΑΤΙΚΩΝ ΑΕΡΟΠΟΡΙΑΣ bbox=[875, 1148, 1128, 1173]
headline: 305,00 ΔΡΑΧ. Η ΧΡΥΣΗ ΛΙΡΑ ΕΙΣ ΤΗΝ ΘΕΣΣΑΛΟΝΙΚΗΝ ΚΑΙ 304,00 ΕΙΣ ΤΑΣ ΑΘΗΝΑΣ bbox=[286, 1679, 472, 1717]
article-prosecutors bbox=[6, 1221, 272, 1329]
divider bbox=[855, 669, 1149, 670]
headline: ΑΠΟ ΤΟΥ ΠΡΟΣΕΧΟΥΣ ΜΑΪΟΥ ΕΦΑΡΜΟΖΕΤΑΙ ΤΟ ΣΥΝΤΑΓΜΑ ΤΗΣ ΑΡΑΒΙΚΗΣ ΟΜΟΣΠΟΝΔΙΑΣ bbox=[523, 723, 813, 775]
divider bbox=[281, 577, 477, 579]
spacer bbox=[855, 65, 1149, 182]
article-synod: Η ΣΥΝΟΔΟΣ ΘΑ ΠΛΗΡΩΣΗ ΟΛΑΣ ΤΑΣ ΚΕΝΑΣ ΜΗΤΡΟΠΟΛΙΤΙΚΑΣ ΕΔΡΑΣ ········ ····· ··· ········ ······· ···· ····· ········· ······ ··· ········ ····· ···· ·········· ······ ··· ······ ········ ····· ··· ········· ······ ···· ·· ······· ········ ··· ········· ····· ········ ······ ··· ·········· ·· ······· ······ ···· ········ bbox=[281, 805, 477, 1005]
subsection-title: ΑΠΟ ΤΗΝ ΣΙΧΟΝ bbox=[144, 1659, 251, 1674]
divider bbox=[1159, 2184, 1561, 2186]
article-athletics bbox=[6, 65, 272, 359]
article-body: ········ ····· ··· ········ ······· ···· ····· ········· ······ ··· ········ ····· ···· ·········· ······ ··· ······ ········ ····· ··· ········· ······ ···· ·· ······· ········ ··· ········· ····· ········ ······ ··· ·········· ·· ······· ······ ···· ········ ····· ··· ········ ······· ···· ····· ········· ······ ··· ········ ····· ···· ·········· ······ ··· ······ ········ ····· ··· ········· ······ ···· bbox=[487, 541, 850, 569]
headline: ΑΙ ΣΗΜΕΡΙΝΑΙ ΝΕΑΡΑΙ ΕΡΓΑΤΙΔΕΣ ΑΜΕΡΙΚΑΝΙΔΕΣ ΕΝ ΑΦΟΒΟΥΝΤΑΙ ΝΑ ΘΕΑΘΟΥΝ ΠΕΡΙΣΣΟΤΕΡΟΝ ΑΠΟ ΟΙΑΝΔΗΠΟΤΕ ΑΛΛΗΝ ΕΠΟΧΗΝ ΤΗΝ ΜΗΤΡΟΤΗΤΑ bbox=[487, 1664, 850, 1705]
article-body: ········ ····· ··· ········ ······· ···· ····· ········· ······ ··· ········ ····· ···· ·········· ······ ··· ······ ········ ····· ··· ········· ······ ···· ·· ······· ········ ··· ········· ····· ········ ······ ··· ·········· ·· ······· ······ ΘΕΡΜΗ ΥΠΟΔΟΧΗ ΓΕΡΜΑΝΩΝ ΠΕΡΙΗΓΗΤΩΝ ΕΙΣ ΜΥΤΙΛΗΝΗΝ ········ ······ ··· ·········· ·· ······· ······ ···· ········ ····· ··· ········ ······· ···· ····· ········· ······ ··· ········ ····· ···· ·········· ······ ΚΥΒΕΡΝΗΤΙΚΟΝ ΥΠΟΜΝΗΜΑ ΔΙΑ ΤΗΝ ΑΜΕΡΙΚΑΝΙΚΗΝ ΟΙΚΟΝΟΜΙΚΗΝ ΒΟΗΘΕΙΑΝ ········ ····· ··· ········ ······· ···· ····· ········· ······ ··· ········ ····· ···· ·········· ······ ··· ······ ········ bbox=[487, 2042, 850, 2139]
headline: Ο ΜΑΚΑΡΙΟΣ ΕΙΣ ΠΥΡΓΟΝ ΚΑΙ ΤΟ ΜΕΣΟΛΟΓΓΙΟΝ bbox=[896, 1393, 1107, 1418]
article-moon-travel bbox=[487, 1990, 850, 2336]
divider bbox=[281, 1675, 477, 1677]
article-gun-accident: ΕΞΕΠΥΡΣΟΚΡΟΤΗΣΕ ΤΟ ΟΠΛΟΝ ΤΟΥ ΕΝΩ ΤΟ ΕΚΑΘΑΡΙΖΕ ΚΑΙ ΕΦΟΝΕΥΣΕΝ ΕΝΑ ΠΑΙΔΑ ········ ····· ··· ········ ······· ···· ····· ········· ······ ··· ········ ····· ···· ·········· ······ ··· ······ ········ ····· ··· ········· ······ ···· ·· ······· ········ ··· ········· ····· ········ ······ ··· ·········· ·· ······· ······ ···· ········ ····· ··· ········ ······· ···· ····· ········· ······ bbox=[281, 344, 477, 564]
headline: ΜΕΤΑ ΕΙΚΟΣΙΝ ΕΤΗ ΑΠΟ ΤΗΣ ΕΚΤΕΛΕΣΕΩΣ ΤΟΥ Ο ΣΤΡΑΤΑΡΧΗΣ ΤΟΥΧΑΤΣΕΦΣΚΥ ΕΠΑΝΕΡΧΕΤΑΙ ΕΙΣ ΤΗΝ ΕΓΚΥΚΛΟΠΑΙΔΕΙΑΝ! bbox=[1175, 1443, 1545, 1495]
headline: ΙΡΑΚ ΚΑΙ ΙΟΡΔΑΝΙΑ ΥΠΟ ΜΙΑΝ ΚΥΒΕΡΝΗΣΙΝ bbox=[541, 777, 796, 812]
subheadline: Μήνυμά του πρὸς τὸν ἑλληνικὸν λαὸν bbox=[1219, 149, 1501, 165]
divider bbox=[281, 1454, 477, 1456]
headline: ΤΟ ΔΗΜΟΤΙΚΟΝ ΣΥΜΒΟΥΛΙΟΝ ΤΗΣ ΧΙΡΟΣΙΜΑ ΚΑΤΗΓΟΡΕΙ ΤΟΝ Κ. ΤΡΟΥΜΑΝ ΩΣ ΥΠΑΙΤΙΟΝ ΤΗΣ ΜΕΓΑΛΥΤΕΡΑΣ ΣΦΑΓΗΣ ΕΙΣ ΤΗΝ ΙΣΤΟΡΙΑΝ bbox=[490, 1360, 847, 1429]
divider bbox=[281, 807, 477, 809]
subsection-title: ΑΠΟ ΤΟ ΣΙΔΗΡΟΚΑΣΤΡΟΝ bbox=[144, 1724, 257, 1752]
divider bbox=[855, 1390, 1149, 1391]
rate-cell: Ἑλβετίας bbox=[322, 1764, 361, 1774]
divider bbox=[855, 1145, 1149, 1146]
headline: ΑΙΓΥΠΤΙΟΣ ΣΤΡΑΤΗΓΟΣ ΕΠΕΣΚΕΦΘΗ ΤΟΝ ΠΡΩΘΥΠΟΥΡΓΟΝ bbox=[1159, 2206, 1561, 2253]
headline: Η ΣΥΝΟΔΟΣ ΘΑ ΠΛΗΡΩΣΗ ΟΛΑΣ ΤΑΣ ΚΕΝΑΣ ΜΗΤΡΟΠΟΛΙΤΙΚΑΣ ΕΔΡΑΣ bbox=[282, 811, 476, 856]
divider bbox=[281, 1018, 477, 1020]
headline: ΘΕΡΜΗ ΥΠΟΔΟΧΗ ΓΕΡΜΑΝΩΝ ΠΕΡΙΗΓΗΤΩΝ ΕΙΣ ΜΥΤΙΛΗΝΗΝ bbox=[495, 2079, 656, 2117]
divider bbox=[281, 1939, 477, 1941]
article-elections bbox=[487, 65, 850, 457]
divider bbox=[6, 373, 272, 375]
divider bbox=[281, 1297, 477, 1299]
headline: Η «ΓΑΛΗΝΗ» ΤΟΥ ΒΕΝΕΖΗ ΘΑ ΓΥΡΙΣΘΗ ΤΑΙΝΙΑ bbox=[876, 1657, 1127, 1683]
rate-cell: 245,00—250,00 bbox=[374, 1753, 436, 1763]
headline: ΚΑΙ ΑΛΛΟΣ «ΟΜΑΔΙΚΟΣ ΤΑΦΟΣ» ΑΙΧΜΑΛΩΤΩΝ ΑΝΕΚΑΛΥΦΘΗ ΧΘΕΣ ΕΙΣ ΤΗΝ ΔΥΤ. ΠΟΛΩΝΙΑΝ ΜΕΤΑΞΥ ΤΩΝ ΝΕΚΡΩΝ ΗΣΑΝ ΚΑΙ ΕΛΛΗΝΕΣ bbox=[1171, 1982, 1549, 2024]
subsection-title: ΑΠΟ ΤΟΝ ΛΑΓΚΑΔΑΝ bbox=[6, 1613, 78, 1640]
subsection-title: ΑΠΟ ΤΗΝ ΕΔΕΣΣΑΝ bbox=[1030, 224, 1125, 235]
section-body: ΑΠΟ ΤΟΝ ΛΑΓΚΑΔΑΝ ········· ··· ······ ········ ····· ··· ········· ······ ···· ·· ······· ········ ··· ········· ····· ········ ······ ··· ·········· ·· ······· ······ ···· ········ ····· ··· ········ ······· ···· ····· ········· ······ ··· ········ ····· ···· ·········· ······ ··· ······ ΑΠΟ ΤΑΣ ΣΕΡΡΑΣ ······ ··· ········· ······ ···· ········ ····· ··· ········· ······ ···· ·· ······· ········ ··· ········· ····· ········ ······ ··· ·········· ·· ······· ······ ···· ········ ····· ··· ········ ······· ···· ····· ········· ······ ··· ········ ····· ···· ·········· ······ ··· ······ ········ ····· ··· ········· ······ ···· ·· ······· ········ ΑΠΟ ΤΟ ΚΙΛΚΙΣ ········ ··· ········· ····· ········ ······ ··· ·········· ·· ······· ······ ···· ········ ····· ··· ········ ······· ···· ····· ········· ······ ··· ········ ····· ···· ·········· ······ ··· ······ ········ ····· ··· ········· ······ ···· ·· ······· ········ ··· ········· ····· ΑΠΟ ΤΗΝ ΑΞΙΟΥΠΟΛΙΝ ········ ······ ··· ·········· ·· ······· ······ ···· ········ ····· ··· ········ ······· ···· ····· ········· ······ ··· ········ ····· ···· ·········· ······ ··· ······ ········ ····· ··· ········· ······ ···· ·· ······· ········ ··· ΑΠΟ ΤΗΝ ΣΙΧΟΝ ········ ····· ··· ········ ······· ···· ····· ········· ······ ··· ········ ····· ···· ·········· ······ ··· ······ ········ ····· ··· ········· ······ ···· ·· ······· ········ ··· ········· ····· ········ ······ ΑΠΟ ΤΟ ΣΙΔΗΡΟΚΑΣΤΡΟΝ ······ ··· ·········· ·· ······· ······ ···· ········ ····· ··· ········ ······· ···· ····· ········· ······ ··· ········ ····· ···· ·········· ······ ··· ······ ········ ····· ··· ········· ······ ···· ·· ······· ΑΠΟ ΤΗΝ ΝΑΟΥΣΑΝ ········ ··· ········· ····· ········ ······ ··· ·········· ·· ······· ······ ···· ········ ····· ··· ········ ······· ···· ····· ········· ······ ··· ········ ····· ···· ·········· ······ ··· bbox=[6, 1610, 272, 1885]
headline: Η ΔΙΚΗ ΔΙΑ ΤΟΝ ΑΛΕΥΡΟΜΥΛΟΝ ΒΑΣΙΛΙΚΩΝ bbox=[18, 1345, 261, 1375]
